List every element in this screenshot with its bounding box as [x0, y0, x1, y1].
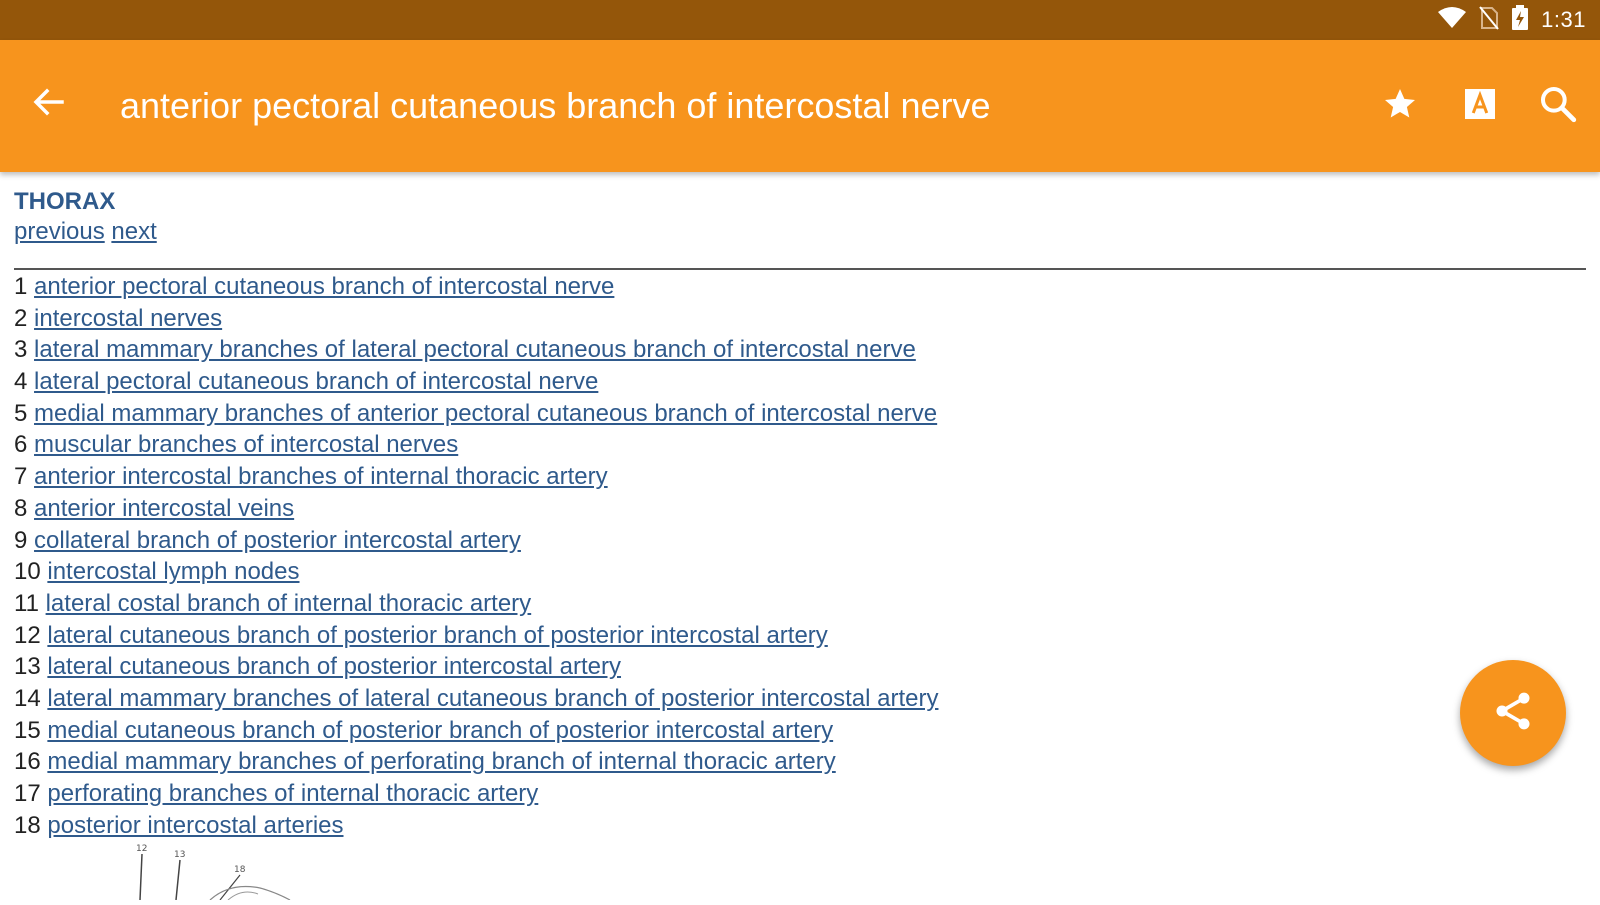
section-title: THORAX [14, 188, 116, 215]
figure-label: 18 [234, 865, 246, 875]
item-number: 12 [14, 621, 41, 649]
previous-link[interactable]: previous [14, 218, 105, 245]
item-number: 7 [14, 463, 28, 491]
term-link[interactable]: intercostal nerves [34, 304, 223, 332]
item-number: 5 [14, 399, 28, 427]
list-item [14, 588, 1586, 620]
item-number: 4 [14, 368, 28, 396]
term-link[interactable]: anterior intercostal veins [34, 494, 295, 522]
list-item [14, 334, 1586, 366]
term-link[interactable]: collateral branch of posterior intercostal artery [34, 526, 521, 554]
item-number: 3 [14, 336, 28, 364]
figure-label: 13 [174, 850, 186, 860]
term-link[interactable]: intercostal lymph nodes [47, 558, 300, 586]
favorite-button[interactable] [1372, 78, 1428, 134]
arrow-left-icon [30, 84, 66, 125]
star-icon [1382, 86, 1418, 127]
list-item [14, 556, 1586, 588]
list-item [14, 271, 1586, 303]
page-title: anterior pectoral cutaneous branch of intercostal nerve [120, 85, 991, 126]
term-link[interactable]: muscular branches of intercostal nerves [34, 431, 459, 459]
list-item [14, 493, 1586, 525]
item-number: 11 [14, 589, 39, 617]
list-item [14, 366, 1586, 398]
list-item [14, 398, 1586, 430]
term-link[interactable]: anterior pectoral cutaneous branch of intercostal nerve [34, 273, 615, 300]
list-item [14, 746, 1586, 778]
term-link[interactable]: lateral cutaneous branch of posterior intercostal artery [47, 653, 622, 681]
list-item [14, 525, 1586, 557]
item-number: 10 [14, 558, 41, 586]
item-number: 14 [14, 684, 41, 712]
status-bar [0, 0, 1600, 40]
list-item [14, 620, 1586, 652]
item-number: 8 [14, 494, 28, 522]
term-link[interactable]: medial mammary branches of anterior pectoral cutaneous branch of intercostal nerve [34, 399, 938, 427]
clock: 1:31 [1541, 7, 1586, 32]
item-number: 16 [14, 748, 41, 776]
search-icon [1538, 84, 1578, 129]
term-link[interactable]: perforating branches of internal thoracic artery [47, 780, 539, 807]
status-icons [1437, 0, 1586, 40]
wifi-icon [1437, 6, 1467, 35]
no-sim-icon [1479, 6, 1499, 35]
item-number: 9 [14, 526, 28, 554]
item-number: 6 [14, 431, 28, 459]
term-link[interactable]: lateral mammary branches of lateral cutaneous branch of posterior intercostal artery [47, 684, 939, 712]
pagination-links [14, 216, 1586, 248]
battery-charging-icon [1511, 5, 1529, 36]
item-number: 13 [14, 653, 41, 681]
term-link[interactable]: medial cutaneous branch of posterior branch of posterior intercostal artery [47, 716, 834, 744]
divider [14, 268, 1586, 270]
list-item [14, 810, 1586, 842]
back-button[interactable] [22, 78, 74, 130]
list-item [14, 715, 1586, 747]
term-link[interactable]: lateral mammary branches of lateral pectoral cutaneous branch of intercostal nerve [34, 336, 916, 364]
item-number: 17 [14, 780, 41, 807]
share-icon [1491, 689, 1535, 738]
figure-label: 12 [136, 844, 148, 854]
next-link[interactable]: next [111, 218, 157, 245]
term-link[interactable]: lateral pectoral cutaneous branch of intercostal nerve [34, 368, 599, 396]
list-item [14, 461, 1586, 493]
list-item [14, 683, 1586, 715]
share-button[interactable] [1460, 660, 1566, 766]
list-item [14, 429, 1586, 461]
search-button[interactable] [1530, 78, 1586, 134]
term-link[interactable]: lateral costal branch of internal thoracic artery [45, 589, 532, 617]
term-link[interactable]: lateral cutaneous branch of posterior branch of posterior intercostal artery [47, 621, 828, 649]
item-number: 1 [14, 273, 28, 300]
translate-button[interactable] [1452, 78, 1508, 134]
item-number: 18 [14, 811, 41, 839]
item-number: 2 [14, 304, 28, 332]
list-item [14, 651, 1586, 683]
list-item [14, 778, 1586, 810]
term-link[interactable]: medial mammary branches of perforating branch of internal thoracic artery [47, 748, 836, 776]
article-content [14, 188, 1586, 841]
anatomy-figure [130, 842, 330, 900]
app-bar [0, 40, 1600, 172]
term-link[interactable]: anterior intercostal branches of internal thoracic artery [34, 463, 608, 491]
list-item [14, 303, 1586, 335]
translate-icon [1462, 86, 1498, 127]
term-link[interactable]: posterior intercostal arteries [47, 811, 344, 839]
term-list [14, 271, 1586, 841]
item-number: 15 [14, 716, 41, 744]
